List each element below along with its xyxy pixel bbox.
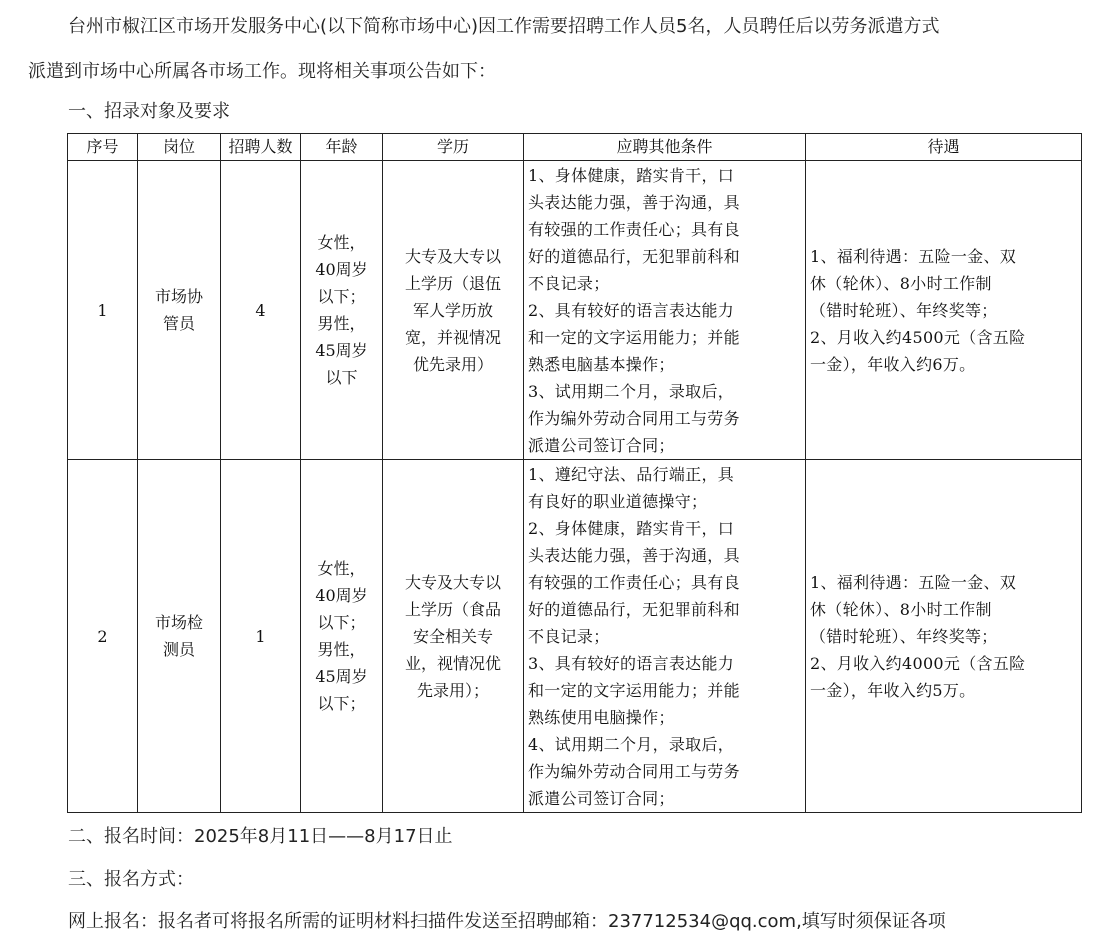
- recruitment-table: [67, 133, 1082, 813]
- row1-count: 4: [255, 300, 266, 320]
- cell-conditions: [524, 460, 806, 813]
- row1-education: 大专及大专以 上学历（退伍 军人学历放 宽，并视情况 优先录用）: [404, 246, 501, 374]
- header-no: 序号: [68, 134, 138, 161]
- cell-age: [301, 460, 383, 813]
- row2-post: 市场检 测员: [154, 613, 203, 659]
- header-post: 岗位: [138, 134, 221, 161]
- header-treatment: 待遇: [806, 134, 1082, 161]
- row1-age: 女性， 40周岁 以下； 男性， 45周岁 以下: [315, 233, 368, 387]
- table-header-row: [68, 134, 1082, 161]
- online-registration-text: 网上报名：报名者可将报名所需的证明材料扫描件发送至招聘邮箱：237712534@qq.com,填写时须保证各项: [68, 911, 946, 932]
- row1-conditions: 1、身体健康，踏实肯干，口 头表达能力强，善于沟通，具 有较强的工作责任心；具有良 好的道德品行，无犯罪前科和 不良记录； 2、具有较好的语言表达能力 和一定的文字运用能力；并能 熟悉电脑基本操作； 3、试用期二个月，录取后， 作为编外劳动合同用工与劳务 派遣公司签订合同；: [528, 165, 740, 455]
- cell-no: [68, 161, 138, 460]
- intro-paragraph-line1: 台州市椒江区市场开发服务中心(以下简称市场中心)因工作需要招聘工作人员5名，人员聘任后以劳务派遣方式: [68, 16, 940, 37]
- section3-registration-method: 三、报名方式：: [68, 869, 194, 890]
- row1-no: 1: [97, 300, 108, 320]
- row2-treatment: 1、福利待遇：五险一金、双 休（轮休）、8小时工作制 （错时轮班）、年终奖等； 2、月收入约4000元（含五险 一金），年收入约5万。: [810, 572, 1026, 700]
- row1-post: 市场协 管员: [154, 287, 203, 333]
- header-count: 招聘人数: [221, 134, 301, 161]
- header-education: 学历: [383, 134, 524, 161]
- cell-treatment: [806, 460, 1082, 813]
- cell-count: [221, 161, 301, 460]
- header-age: 年龄: [301, 134, 383, 161]
- cell-education: [383, 460, 524, 813]
- cell-no: [68, 460, 138, 813]
- row2-age: 女性， 40周岁 以下； 男性， 45周岁 以下；: [315, 559, 368, 713]
- row1-treatment: 1、福利待遇：五险一金、双 休（轮休）、8小时工作制 （错时轮班）、年终奖等； 2、月收入约4500元（含五险 一金），年收入约6万。: [810, 246, 1026, 374]
- cell-age: [301, 161, 383, 460]
- row2-no: 2: [97, 626, 108, 646]
- header-conditions: 应聘其他条件: [524, 134, 806, 161]
- table-row: [68, 161, 1082, 460]
- section1-heading: 一、招录对象及要求: [68, 101, 230, 122]
- row2-conditions: 1、遵纪守法、品行端正，具 有良好的职业道德操守； 2、身体健康，踏实肯干，口 头表达能力强，善于沟通，具 有较强的工作责任心；具有良 好的道德品行，无犯罪前科和 不良记录； 3、具有较好的语言表达能力 和一定的文字运用能力；并能 熟练使用电脑操作； 4、试用期二个月，录取后， 作为编外劳动合同用工与劳务 派遣公司签订合同；: [528, 464, 740, 808]
- row2-education: 大专及大专以 上学历（食品 安全相关专 业，视情况优 先录用）；: [404, 572, 501, 700]
- table-row: [68, 460, 1082, 813]
- section2-registration-time: 二、报名时间：2025年8月11日——8月17日止: [68, 826, 453, 847]
- row2-count: 1: [255, 626, 266, 646]
- intro-paragraph-line2: 派遣到市场中心所属各市场工作。现将相关事项公告如下：: [28, 61, 496, 82]
- cell-post: [138, 161, 221, 460]
- cell-count: [221, 460, 301, 813]
- cell-education: [383, 161, 524, 460]
- cell-conditions: [524, 161, 806, 460]
- cell-treatment: [806, 161, 1082, 460]
- cell-post: [138, 460, 221, 813]
